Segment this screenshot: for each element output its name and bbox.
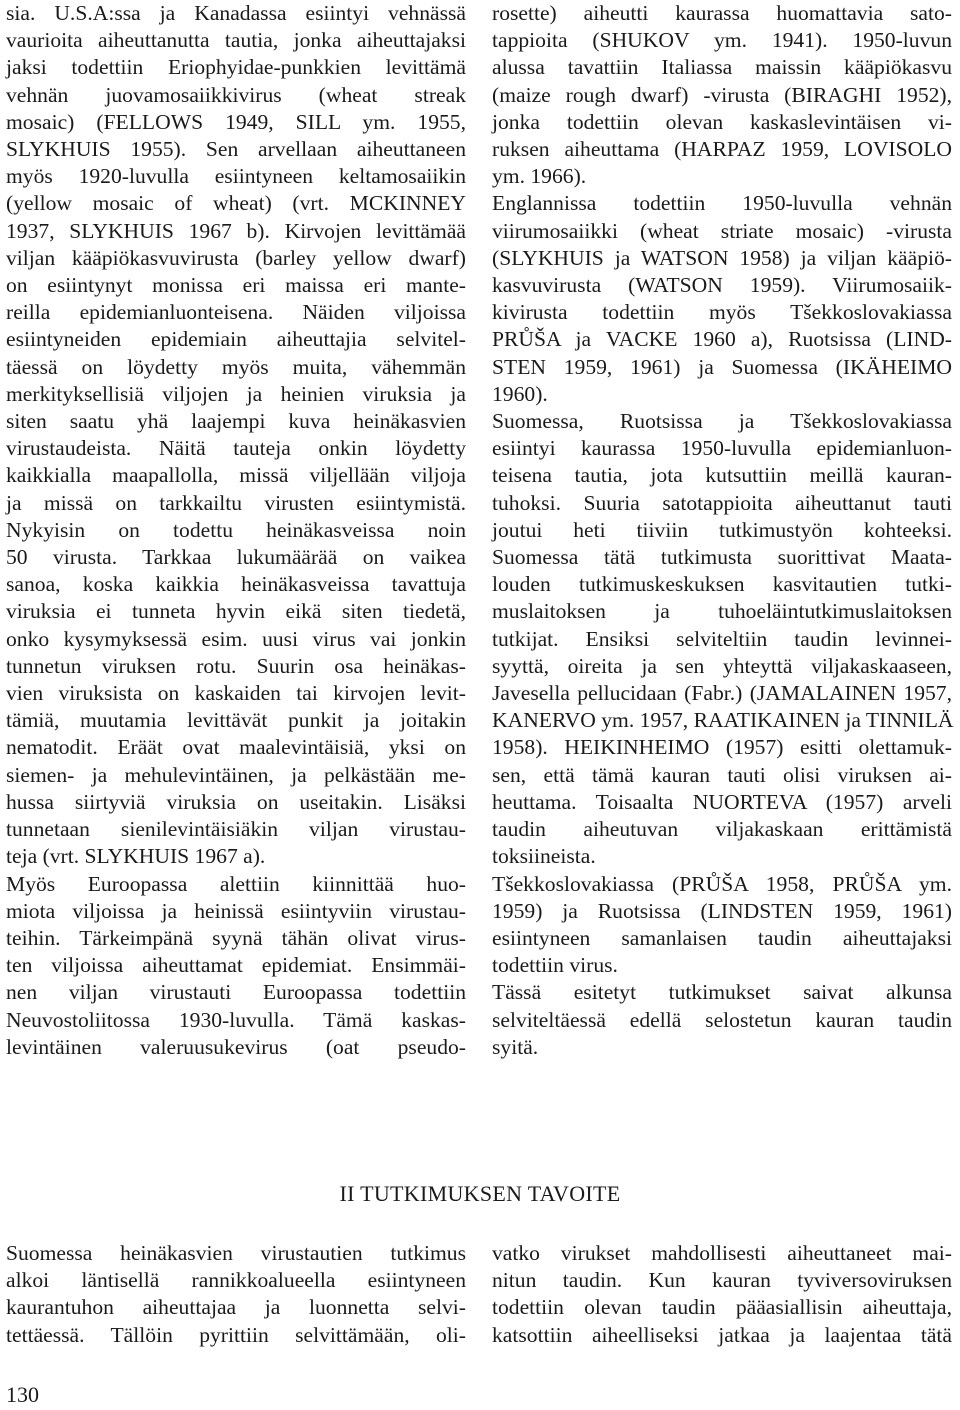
text-line: toksiineista.: [492, 844, 596, 869]
text-line: nen viljan virustauti Euroopassa todettiin: [6, 980, 466, 1005]
text-line: esiintyneiden epidemiain aiheuttajia selvitel-: [6, 327, 466, 352]
text-line: onko kysymyksessä esim. uusi virus vai jonkin: [6, 626, 466, 651]
text-line: KANERVO ym. 1957, RAATIKAINEN ja TINNILÄ: [492, 708, 954, 733]
text-line: Nykyisin on todettu heinäkasveissa noin: [6, 517, 466, 542]
text-line: reilla epidemianluonteisena. Näiden viljoissa: [6, 300, 466, 325]
text-line: SLYKHUIS 1955). Sen arvellaan aiheuttaneen: [6, 137, 466, 162]
text-line: louden tutkimuskeskuksen kasvitautien tutki-: [492, 572, 952, 597]
text-line: PRŮŠA ja VACKE 1960 a), Ruotsissa (LIND-: [492, 327, 952, 352]
text-line: muslaitoksen ja tuhoeläintutkimuslaitoksen: [492, 599, 952, 624]
text-line: virustaudeista. Näitä tauteja onkin löydetty: [6, 436, 466, 461]
text-line: vehnän juovamosaiikkivirus (wheat streak: [6, 82, 466, 107]
text-line: (maize rough dwarf) -virusta (BIRAGHI 1952),: [492, 82, 952, 107]
text-line: sia. U.S.A:ssa ja Kanadassa esiintyi vehnässä: [6, 1, 466, 25]
text-line: taudin aiheutuvan viljakaskaan erittämistä: [492, 817, 952, 842]
text-line: ym. 1966).: [492, 164, 587, 189]
text-line: Suomessa tätä tutkimusta suorittivat Maata-: [492, 545, 952, 570]
text-line: joutui heti tiiviin tutkimustyön kohteeksi.: [492, 517, 952, 542]
text-line: ruksen aiheuttama (HARPAZ 1959, LOVISOLO: [492, 137, 952, 162]
text-line: (yellow mosaic of wheat) (vrt. MCKINNEY: [6, 191, 466, 216]
left-column-bottom: [6, 1240, 466, 1349]
text-line: kaurantuhon aiheuttajaa ja luonnetta selvi-: [6, 1295, 466, 1320]
text-line: viljan kääpiökasvuvirusta (barley yellow dwarf): [6, 245, 466, 270]
text-line: tuhoksi. Suuria satotappioita aiheuttanut tauti: [492, 490, 952, 515]
text-line: teja (vrt. SLYKHUIS 1967 a).: [6, 844, 266, 869]
text-line: selviteltäessä edellä selostetun kauran taudin: [492, 1007, 952, 1032]
text-line: Suomessa heinäkasvien virustautien tutkimus: [6, 1241, 466, 1265]
text-line: levintäinen valeruusukevirus (oat pseudo-: [6, 1034, 466, 1059]
text-line: tunnetun viruksen rotu. Suurin osa heinäkas-: [6, 653, 466, 678]
text-line: 1959) ja Ruotsissa (LINDSTEN 1959, 1961): [492, 898, 952, 923]
text-line: tappioita (SHUKOV ym. 1941). 1950-luvun: [492, 28, 952, 53]
text-line: merkityksellisiä viljojen ja heinien viruksia ja: [6, 381, 466, 406]
text-line: 1960).: [492, 381, 548, 406]
text-line: syyttä, oireita ja sen yhteyttä viljakaskaaseen,: [492, 653, 952, 678]
text-line: Javesella pellucidaan (Fabr.) (JAMALAINEN 1957,: [492, 681, 952, 706]
text-line: teihin. Tärkeimpänä syynä tähän olivat virus-: [6, 925, 466, 950]
text-line: hussa siirtyviä viruksia on useitakin. Lisäksi: [6, 789, 466, 814]
text-line: tunnetaan sienilevintäisiäkin viljan virustau-: [6, 817, 466, 842]
text-line: sanoa, koska kaikkia heinäkasveissa tavattuja: [6, 572, 466, 597]
text-line: rosette) aiheutti kaurassa huomattavia sato-: [492, 1, 952, 25]
text-line: on esiintynyt monissa eri maissa eri mante-: [6, 273, 466, 298]
text-line: 1937, SLYKHUIS 1967 b). Kirvojen levittämää: [6, 218, 466, 243]
text-line: STEN 1959, 1961) ja Suomessa (IKÄHEIMO: [492, 354, 952, 379]
text-line: esiintyneen samanlaisen taudin aiheuttajaksi: [492, 925, 952, 950]
text-line: myös 1920-luvulla esiintyneen keltamosaiikin: [6, 164, 466, 189]
text-line: Suomessa, Ruotsissa ja Tšekkoslovakiassa: [492, 409, 952, 434]
text-line: alkoi läntisellä rannikkoalueella esiintyneen: [6, 1268, 466, 1293]
right-column-top: [492, 0, 952, 1061]
text-line: täessä on löydetty myös muita, vähemmän: [6, 354, 466, 379]
text-line: kivirusta todettiin myös Tšekkoslovakiassa: [492, 300, 952, 325]
text-line: todettiin olevan taudin pääasiallisin aiheuttaja,: [492, 1295, 952, 1320]
text-line: Tässä esitetyt tutkimukset saivat alkunsa: [492, 980, 952, 1005]
text-line: esiintyi kaurassa 1950-luvulla epidemianluon-: [492, 436, 952, 461]
text-line: 50 virusta. Tarkkaa lukumäärää on vaikea: [6, 545, 466, 570]
text-line: tettäessä. Tällöin pyrittiin selvittämään, oli-: [6, 1322, 466, 1347]
text-line: heuttama. Toisaalta NUORTEVA (1957) arveli: [492, 789, 952, 814]
text-line: 1958). HEIKINHEIMO (1957) esitti olettamuk-: [492, 735, 952, 760]
text-line: tämiä, muutamia levittävät punkit ja joitakin: [6, 708, 466, 733]
text-line: viruksia ei tunneta hyvin eikä siten tiedetä,: [6, 599, 466, 624]
text-line: todettiin virus.: [492, 953, 618, 978]
text-line: mosaic) (FELLOWS 1949, SILL ym. 1955,: [6, 109, 466, 134]
section-heading: II TUTKIMUKSEN TAVOITE: [339, 1181, 621, 1206]
text-line: Myös Euroopassa alettiin kiinnittää huo-: [6, 871, 466, 896]
text-line: jonka todettiin olevan kaskaslevintäisen vi-: [492, 109, 952, 134]
text-line: Englannissa todettiin 1950-luvulla vehnän: [492, 191, 952, 216]
text-line: nitun taudin. Kun kauran tyviversoviruksen: [492, 1268, 952, 1293]
page-number: 130: [6, 1382, 39, 1407]
text-line: syitä.: [492, 1034, 539, 1059]
text-line: viirumosaiikki (wheat striate mosaic) -virusta: [492, 218, 952, 243]
text-line: kaikkialla maapallolla, missä viljellään viljoja: [6, 463, 466, 488]
text-line: alussa tavattiin Italiassa maissin kääpiökasvu: [492, 55, 952, 80]
text-line: Tšekkoslovakiassa (PRŮŠA 1958, PRŮŠA ym.: [492, 871, 952, 896]
text-line: jaksi todettiin Eriophyidae-punkkien levittämä: [6, 55, 466, 80]
left-column-top: [6, 0, 466, 1061]
text-line: siemen- ja mehulevintäinen, ja pelkästään me-: [6, 762, 466, 787]
text-line: vatko virukset mahdollisesti aiheuttaneet mai-: [492, 1241, 952, 1265]
text-line: tutkijat. Ensiksi selviteltiin taudin levinnei-: [492, 626, 952, 651]
text-line: sen, että tämä kauran tauti olisi viruksen ai-: [492, 762, 952, 787]
text-line: teisena tautia, jota kutsuttiin meillä kauran-: [492, 463, 952, 488]
text-line: kasvuvirusta (WATSON 1959). Viirumosaiik-: [492, 273, 952, 298]
text-line: vien viruksista on kaskaiden tai kirvojen levit-: [6, 681, 466, 706]
text-line: Neuvostoliitossa 1930-luvulla. Tämä kaskas-: [6, 1007, 466, 1032]
text-line: ten viljoissa aiheuttamat epidemiat. Ensimmäi-: [6, 953, 466, 978]
text-line: katsottiin aiheelliseksi jatkaa ja laajentaa tätä: [492, 1322, 952, 1347]
text-line: siten saatu yhä laajempi kuva heinäkasvien: [6, 409, 466, 434]
text-line: ja missä on tarkkailtu virusten esiintymistä.: [6, 490, 466, 515]
right-column-bottom: [492, 1240, 952, 1349]
text-line: vaurioita aiheuttanutta tautia, jonka aiheuttajaksi: [6, 28, 466, 53]
text-line: (SLYKHUIS ja WATSON 1958) ja viljan kääpiö-: [492, 245, 952, 270]
text-line: nematodit. Eräät ovat maalevintäisiä, yksi on: [6, 735, 466, 760]
text-line: miota viljoissa ja heinissä esiintyviin virustau-: [6, 898, 466, 923]
